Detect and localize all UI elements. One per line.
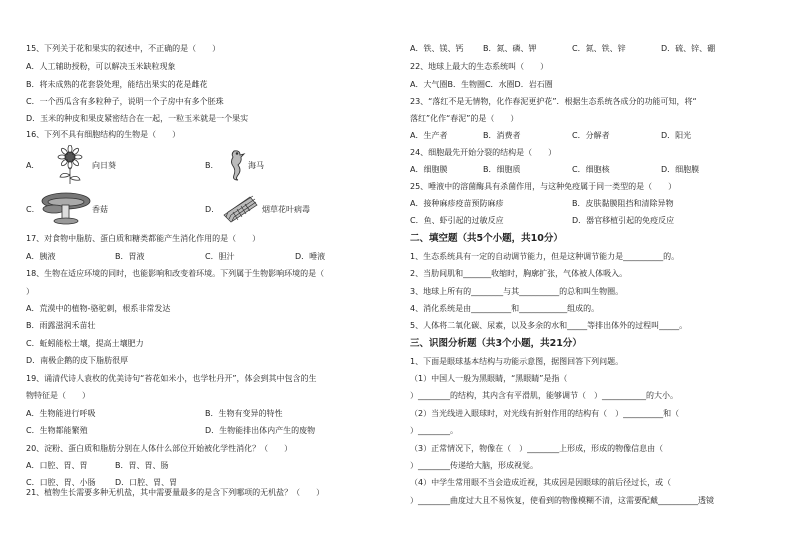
q20-option-b: B．胃、胃、肠	[115, 461, 169, 470]
section3-title: 三、识图分析题（共3个小题，共21分）	[410, 338, 582, 349]
q21-option-d: D．硫、锌、硼	[661, 44, 716, 53]
q16-a-label: 向日葵	[92, 161, 116, 170]
q16-d-letter: D.	[205, 205, 214, 214]
q19-option-c: C．生物都能繁殖	[26, 426, 88, 435]
q18-option-b: B．雨露滋润禾苗壮	[26, 321, 96, 330]
diagram-q1-part1-b: ）________的结构，其内含有平滑肌，能够调节（ ）___________的大小。	[410, 391, 678, 400]
fill-blank-2: 2、当肋间肌和_______收缩时，胸廓扩张，气体被人体吸入。	[410, 269, 628, 278]
section2-title: 二、填空题（共5个小题，共10分）	[410, 233, 563, 244]
fill-blank-3: 3、地球上所有的________与其__________的总和叫生物圈。	[410, 287, 624, 296]
q24-stem: 24、细胞最先开始分裂的结构是（ ）	[410, 148, 557, 157]
q15-option-b: B．将未成熟的花套袋处理，能结出果实的花是雌花	[26, 80, 208, 89]
q17-option-c: C．胆汁	[205, 252, 235, 261]
q16-c-letter: C.	[26, 205, 35, 214]
seahorse-image	[224, 148, 248, 182]
fill-blank-1: 1、生态系统具有一定的自动调节能力，但是这种调节能力是__________的。	[410, 252, 680, 261]
q17-option-d: D．唾液	[295, 252, 326, 261]
q22-stem: 22、地球上最大的生态系统叫（ ）	[410, 62, 549, 71]
q18-option-a: A．荒漠中的植物-骆驼刺，根系非常发达	[26, 304, 171, 313]
q19-option-d: D．生物能排出体内产生的废物	[205, 426, 316, 435]
q16-c-label: 香菇	[92, 205, 108, 214]
q19-option-b: B．生物有变异的特性	[205, 409, 283, 418]
q25-option-b: B．皮肤黏膜阻挡和清除异物	[572, 199, 674, 208]
q18-option-c: C．蚯蚓能松土壤，提高土壤肥力	[26, 339, 144, 348]
q17-option-b: B．胃液	[115, 252, 145, 261]
q21-option-c: C．氮、铁、锌	[572, 44, 626, 53]
q21-stem: 21、植物生长需要多种无机盐，其中需要量最多的是含下列哪项的无机盐？（ ）	[26, 488, 325, 497]
q24-option-d: D．细胞膜	[661, 165, 700, 174]
q23-stem-line2: 落红”化作“春泥”的是（ ）	[410, 114, 519, 123]
diagram-q1-intro: 1、下面是眼球基本结构与功能示意图，据图回答下列问题。	[410, 357, 624, 366]
q16-stem: 16、下列不具有细胞结构的生物是（ ）	[26, 130, 181, 139]
sunflower-image	[52, 145, 88, 185]
q23-option-a: A．生产者	[410, 131, 448, 140]
diagram-q1-part4-b: ）________曲度过大且不易恢复，使看到的物像模糊不清，这需要配戴__________透镜	[410, 496, 714, 505]
q25-option-d: D．器官移植引起的免疫反应	[572, 216, 675, 225]
q19-stem-line1: 19、诵清代诗人袁枚的优美诗句“苔花如米小，也学牡丹开”，体会到其中包含的生	[26, 374, 317, 383]
diagram-q1-part1-a: （1）中国人一般为黑眼睛，“黑眼睛”是指（	[410, 374, 568, 383]
q24-option-a: A．细胞膜	[410, 165, 448, 174]
q18-stem-line2: ）	[26, 287, 34, 296]
q15-option-c: C．一个西瓜含有多粒种子，说明一个子房中有多个胚珠	[26, 97, 224, 106]
q20-option-a: A．口腔、胃、胃	[26, 461, 88, 470]
q24-option-c: C．细胞核	[572, 165, 610, 174]
q19-option-a: A．生物能进行呼吸	[26, 409, 96, 418]
diagram-q1-part4-a: （4）中学生常用眼不当会造成近视，其成因是因眼球的前后径过长，或（	[410, 478, 672, 487]
q22-options: A．大气圈B．生物圈C．水圈D．岩石圈	[410, 80, 553, 89]
q16-a-letter: A.	[26, 161, 34, 170]
q23-option-c: C．分解者	[572, 131, 610, 140]
q25-option-c: C．鱼、虾引起的过敏反应	[410, 216, 504, 225]
q15-option-a: A．人工辅助授粉，可以解决玉米缺粒现象	[26, 62, 176, 71]
q24-option-b: B．细胞质	[483, 165, 521, 174]
q16-b-label: 海马	[248, 161, 264, 170]
q25-stem: 25、唾液中的溶菌酶具有杀菌作用，与这种免疫属于同一类型的是（ ）	[410, 182, 677, 191]
q18-stem-line1: 18、生物在适应环境的同时，也能影响和改变着环境。下列属于生物影响环境的是（	[26, 269, 325, 278]
mushroom-image	[40, 191, 92, 225]
diagram-q1-part3-a: （3）正常情况下，物像在（ ）________上形成，形成的物像信息由（	[410, 444, 664, 453]
right-column	[397, 0, 794, 550]
q23-option-d: D．阳光	[661, 131, 692, 140]
q21-option-b: B．氮、磷、钾	[483, 44, 537, 53]
q18-option-d: D．南极企鹅的皮下脂肪很厚	[26, 356, 129, 365]
q25-option-a: A．接种麻疹疫苗预防麻疹	[410, 199, 504, 208]
q21-option-a: A．铁、镁、钙	[410, 44, 464, 53]
diagram-q1-part3-b: ）________传递给大脑，形成视觉。	[410, 461, 538, 470]
fill-blank-5: 5、人体将二氧化碳、尿素，以及多余的水和_____等排出体外的过程叫_____。	[410, 321, 688, 330]
q16-b-letter: B.	[205, 161, 214, 170]
q20-option-c: C．口腔、胃、小肠	[26, 478, 96, 487]
diagram-q1-part2-b: ）________。	[410, 426, 458, 435]
q17-option-a: A．胰液	[26, 252, 56, 261]
q15-stem: 15、下列关于花和果实的叙述中，不正确的是（ ）	[26, 44, 221, 53]
q16-d-label: 烟草花叶病毒	[262, 205, 310, 214]
q20-stem: 20、淀粉、蛋白质和脂肪分别在人体什么部位开始被化学性消化？（ ）	[26, 444, 293, 453]
q17-stem: 17、对食物中脂肪、蛋白质和糖类都能产生消化作用的是（ ）	[26, 234, 261, 243]
q19-stem-line2: 物特征是（ ）	[26, 391, 90, 400]
q15-option-d: D．玉米的种皮和果皮紧密结合在一起，一粒玉米就是一个果实	[26, 114, 249, 123]
q23-stem-line1: 23、“落红不是无情物，化作春泥更护花”．根据生态系统各成分的功能可知，将“	[410, 97, 697, 106]
q20-option-d: D．口腔、胃、胃	[115, 478, 178, 487]
diagram-q1-part2-a: （2）当光线进入眼球时，对光线有折射作用的结构有（ ）__________和（	[410, 409, 680, 418]
q23-option-b: B．消费者	[483, 131, 521, 140]
tobacco-mosaic-virus-image	[220, 193, 260, 223]
fill-blank-4: 4、消化系统是由__________和____________组成的。	[410, 304, 600, 313]
